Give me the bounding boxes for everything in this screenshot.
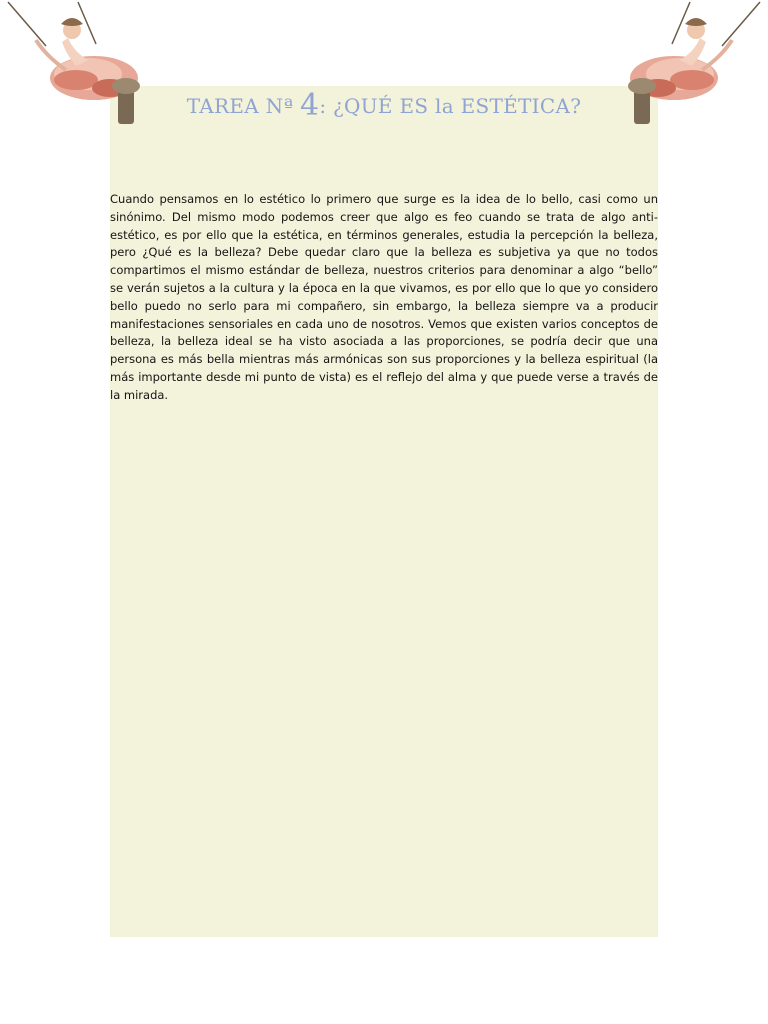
title-number: 4 [299,88,320,123]
title-prefix: TAREA Nª [186,94,300,118]
body-paragraph: Cuando pensamos en lo estético lo primero que surge es la idea de lo bello, casi como un sinónimo. Del mismo modo podemos creer que algo es feo cuando se trata de algo anti-estético, es por ello que la estética, en términos generales, estudia la percepción la belleza, pero ¿Qué es la belleza? Debe quedar claro que la belleza es subjetiva ya que no todos compartimos el mismo estándar de belleza, nuestros criterios para denominar a algo “bello” se verán sujetos a la cultura y la época en la que vivamos, es por ello que lo que yo considero bello puedo no serlo para mi compañero, sin embargo, la belleza siempre va a producir manifestaciones sensoriales en cada uno de nosotros. Vemos que existen varios conceptos de belleza, la belleza ideal se ha visto asociada a las proporciones, se podría decir que una persona es más bella mientras más armónicas son sus proporciones y la belleza espiritual (la más importante desde mi punto de vista) es el reflejo del alma y que puede verse a través de la mirada. [110,192,658,402]
page-title [110,88,658,123]
title-suffix: : ¿QUÉ ES la ESTÉTICA? [319,94,582,118]
